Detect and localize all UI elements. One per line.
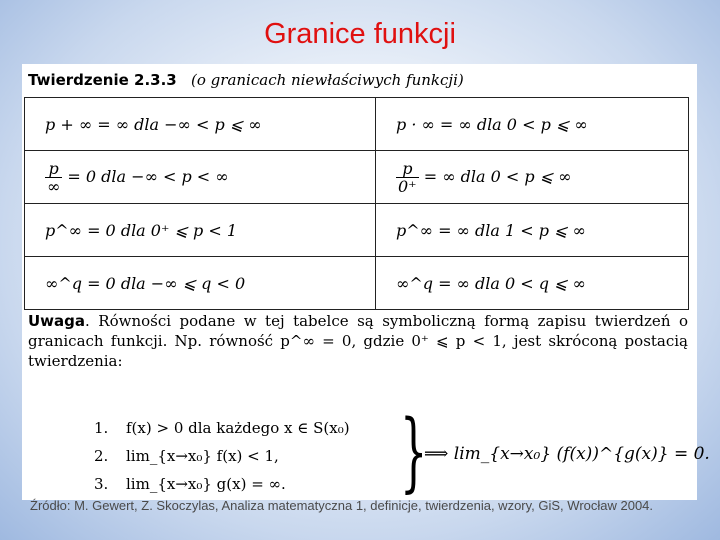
table-row	[25, 151, 689, 204]
fraction: $\frac{p}{0^+}$	[398, 158, 417, 196]
right-brace-icon: }	[400, 402, 428, 502]
conclusion: ⟹ lim_{x→x₀} (f(x))^{g(x)} = 0.	[424, 444, 710, 464]
source-citation: Źródło: M. Gewert, Z. Skoczylas, Analiza matematyczna 1, definicje, twierdzenia, wzory, GiS, Wrocław 2004.	[30, 498, 654, 513]
rule-cell: ∞^q = ∞ dla 0 < q ⩽ ∞	[376, 257, 689, 310]
rule-cell: p^∞ = 0 dla 0⁺ ⩽ p < 1	[25, 204, 376, 257]
rule-cell: $\frac{p}{0^+}$ = ∞ dla 0 < p ⩽ ∞	[376, 151, 689, 204]
list-item: 1. f(x) > 0 dla każdego x ∈ S(x₀)	[94, 419, 350, 437]
list-item: 2. lim_{x→x₀} f(x) < 1,	[94, 447, 279, 465]
list-item: 3. lim_{x→x₀} g(x) = ∞.	[94, 475, 286, 493]
fraction: $\frac{p}{\infty}$	[47, 158, 61, 196]
limits-table	[24, 97, 689, 310]
slide-title: Granice funkcji	[264, 18, 456, 50]
note-label: Uwaga	[28, 312, 86, 330]
conditions-list	[94, 414, 350, 498]
theorem-heading	[28, 71, 464, 89]
table-row	[25, 98, 689, 151]
theorem-label: Twierdzenie 2.3.3	[28, 71, 177, 89]
rule-cell: $\frac{p}{\infty}$ = 0 dla −∞ < p < ∞	[25, 151, 376, 204]
theorem-subtitle: (o granicach niewłaściwych funkcji)	[191, 71, 464, 89]
note-paragraph	[28, 311, 688, 371]
rule-cell: p + ∞ = ∞ dla −∞ < p ⩽ ∞	[25, 98, 376, 151]
rule-cell: p^∞ = ∞ dla 1 < p ⩽ ∞	[376, 204, 689, 257]
rule-cell: p · ∞ = ∞ dla 0 < p ⩽ ∞	[376, 98, 689, 151]
table-row	[25, 204, 689, 257]
rule-cell: ∞^q = 0 dla −∞ ⩽ q < 0	[25, 257, 376, 310]
table-row	[25, 257, 689, 310]
scanned-textbook-page	[22, 64, 710, 502]
note-text: . Równości podane w tej tabelce są symboliczną formą zapisu twierdzeń o granicach funkcji. Np. równość p^∞ = 0, gdzie 0⁺ ⩽ p < 1, jest skróconą postacią twierdzenia:	[28, 312, 688, 370]
